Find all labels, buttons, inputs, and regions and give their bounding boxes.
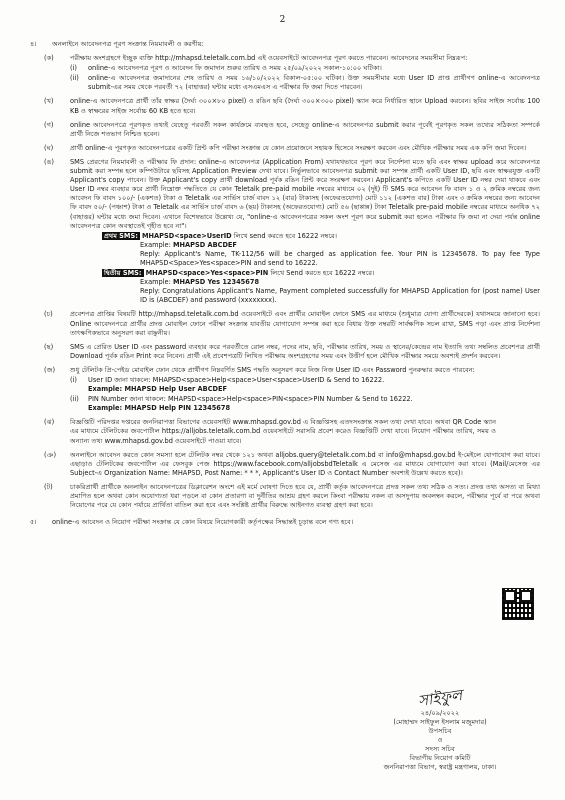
- signatory-title: উপসচিব: [428, 726, 452, 735]
- section-4: [30, 40, 540, 49]
- item-text: প্রবেশপত্র প্রাপ্তির বিষয়টি http://mhapsd.teletalk.com.bd ওয়েবসাইটে এবং প্রার্থীর মোবাইল ফোনে SMS এর মাধ্যমে (শুধুমাত্র যোগ্য প্রার্থীদেরকে) যথাসময়ে জানানো হবে। Online আবেদনপত্রে প্রার্থীর প্রদত্ত মোবাইল ফোনে পরীক্ষা সংক্রান্ত যাবতীয় যোগাযোগ সম্পন্ন করা হবে বিধায় উক্ত নম্বরটি সার্বক্ষণিক সচল রাখা, SMS পড়া এবং প্রাপ্ত নির্দেশনা তাৎক্ষণিকভাবে অনুসরণ করা বাঞ্ছনীয়।: [70, 310, 540, 337]
- signature-block: সাইফুল ২৪/০৯/২০২২ (মোহাম্মদ সাইফুল ইসলাম মজুমদার) উপসচিব ও সদস্য সচিব বিভাগীয় নিয়োগ কমিটি জননিরাপত্তা বিভাগ, স্বরাষ্ট্র মন্ত্রণালয়, ঢাকা।: [340, 688, 540, 772]
- item-text: SMS এ প্রেরিত User ID এবং password ব্যবহার করে পরবর্তীতে রোল নম্বর, পদের নাম, ছবি, পরীক্ষার তারিখ, সময় ও স্থানের/কেন্দ্রের নাম ইত্যাদি তথ্য সম্বলিত প্রবেশপত্র প্রার্থী Download পূর্বক রঙিন Print করে নিবেন। প্রার্থী এই প্রবেশপত্রটি লিখিত পরীক্ষায় অংশগ্রহণের সময় এবং উত্তীর্ণ হলে মৌখিক পরীক্ষার সময়ে অবশ্যই প্রদর্শন করবেন।: [70, 342, 540, 360]
- item-text: online আবেদনপত্রে পূরণকৃত তথ্যই যেহেতু পরবর্তী সকল কার্যক্রমে ব্যবহৃত হবে, সেহেতু online-এ আবেদনপত্র submit করার পূর্বেই পূরণকৃত সকল তথ্যের সঠিকতা সম্পর্কে প্রার্থী নিজে শতভাগ নিশ্চিত হবেন।: [70, 120, 540, 138]
- reply-2: Reply: Congratulations Applicant's Name, Payment completed successfully for MHAPSD Application for (post name) User ID is (ABCDEF) and password (xxxxxxxx).: [140, 287, 540, 305]
- item-ja: (জ) শুধু টেলিটক প্রি-পেইড মোবাইল ফোন থেকে প্রার্থীগণ নিম্নবর্ণিত SMS পদ্ধতি অনুসরণ করে নিজ নিজ User ID এবং Password পুনরুদ্ধার করতে পারবেন: (i) User ID জানা থাকলে: MHAPSD<space>Help<space>User<space>UserID & Send to 16222. Example: MHAPSD Help User ABCDEF (ii) PIN Number জানা থাকলে: MHAPSD<space>Help<space>PIN<space>PIN Number & Send to 16222. Example: MHAPSD Help PIN 12345678: [30, 366, 540, 413]
- sub-item: online-এ আবেদনপত্র জমাদানের শেষ তারিখ ও সময় ১৬/১০/২০২২ বিকাল-০৫:০০ ঘটিকা। উক্ত সময়সীমার মধ্যে User ID প্রাপ্ত প্রার্থীগণ online-এ আবেদনপত্র submit-এর সময় থেকে পরবর্তী ৭২ (বাহাত্তর) ঘন্টার মধ্যে এসএমএস এ পরীক্ষার ফি জমা দিতে পারবেন।: [88, 74, 540, 92]
- signature-date: ২৪/০৯/২০২২: [420, 708, 460, 717]
- signatory-name: (মোহাম্মদ সাইফুল ইসলাম মজুমদার): [393, 717, 487, 726]
- section-heading: অনলাইনে আবেদনপত্র পূরণ সংক্রান্ত নিয়মাবলী ও করণীয়:: [52, 40, 204, 48]
- item-text: প্রার্থী online-এ পূরণকৃত আবেদনপত্রের একটি প্রিন্ট কপি পরীক্ষা সংক্রান্ত যে কোন প্রয়োজনে সহায়ক হিসেবে সংরক্ষণ করবেন এবং মৌখিক পরীক্ষার সময় এক কপি জমা দিবেন।: [70, 143, 527, 152]
- example-2: Example: MHAPSD Yes 12345678: [140, 278, 260, 287]
- item-text: SMS প্রেরণের নিয়মাবলী ও পরীক্ষার ফি প্রদান: online-এ আবেদনপত্র (Application From) যথাযথভাবে পূরণ করে নির্দেশনা মতে ছবি এবং স্বাক্ষর upload করে আবেদনপত্র submit করা সম্পন্ন হলে কম্পিউটারে ছবিসহ Application Preview দেখা যাবে। নির্ভুলভাবে আবেদনপত্র submit করা সম্পন্ন প্রার্থী একটি User ID, ছবি এবং স্বাক্ষরযুক্ত একটি Applicant's copy পাবেন। উক্ত Applicant's copy প্রার্থী download পূর্বক রঙিন প্রিন্ট করে সংরক্ষণ করবেন। Applicant's কপিতে একটি User ID নম্বর দেয়া থাকবে এবং User ID নম্বর ব্যবহার করে প্রার্থী নিম্নোক্ত পদ্ধতিতে যে কোন Teletalk pre-paid mobile নম্বরের মাধ্যমে ০২ (দুই) টি SMS করে আবেদন ফি বাবদ ১ ও ২ ক্রমিক নম্বরের জন্য আবেদন ফি বাবদ ১০০/- (একশত) টাকা ও Teletalk এর সার্ভিস চার্জ বাবদ ১২ (বার) টাকাসহ (অফেরতযোগ্য) মোট ১১২ (একশত বার) টাকা এবং ৩ ক্রমিক নম্বরের জন্য আবেদন ফি বাবদ ৫০/- (পঞ্চাশ) টাকা ও Teletalk এর সার্ভিস চার্জ বাবদ ৬ (ছয়) টাকাসহ (অফেরতযোগ্য) মোট ৫৬ (ছাপ্পান্ন) টাকা Teletalk pre-paid mobile নম্বরের মাধ্যমে অনধিক ৭২ (বাহাত্তর) ঘন্টার মধ্যে জমা দিবেন। এখানে বিশেষভাবে উল্লেখ্য যে, "online-এ আবেদনপত্রের সকল অংশ পূরণ করে submit করা হলেও পরীক্ষার ফি জমা না দেয়া পর্যন্ত online আবেদনপত্র কোন অবস্থাতেই গৃহীত হবে না"।: [70, 157, 540, 230]
- reply-1: Reply: Applicant's Name, TK-112/56 will be charged as application fee. Your PIN is 12345678. To pay fee Type MHAPSD<Space>Yes<space>PIN and send to 16222.: [140, 249, 540, 267]
- document-body: [30, 40, 540, 527]
- page-number: 2: [279, 15, 286, 25]
- sms-1: প্রথম SMS: MHAPSD<space>UserID লিখে send করতে হবে 16222 নম্বরে।: [104, 231, 337, 240]
- sms-tag: দ্বিতীয় SMS:: [104, 269, 142, 278]
- item-cha: (চ) প্রবেশপত্র প্রাপ্তির বিষয়টি http://mhapsd.teletalk.com.bd ওয়েবসাইটে এবং প্রার্থীর মোবাইল ফোনে SMS এর মাধ্যমে (শুধুমাত্র যোগ্য প্রার্থীদেরকে) যথাসময়ে জানানো হবে। Online আবেদনপত্রে প্রার্থীর প্রদত্ত মোবাইল ফোনে পরীক্ষা সংক্রান্ত যাবতীয় যোগাযোগ সম্পন্ন করা হবে বিধায় উক্ত নম্বরটি সার্বক্ষণিক সচল রাখা, SMS পড়া এবং প্রাপ্ত নির্দেশনা তাৎক্ষণিকভাবে অনুসরণ করা বাঞ্ছনীয়।: [44, 310, 540, 337]
- item-kha: (খ) online-এ আবেদনপত্রে প্রার্থী তাঁর স্বাক্ষর (দৈর্ঘ্য ৩০০×৮০ pixel) ও রঙিন ছবি (দৈর্ঘ্য ৩০০×৩০০ pixel) স্ক্যান করে নির্ধারিত স্থানে Upload করবেন। ছবির সাইজ সর্বোচ্চ 100 KB ও স্বাক্ষরের সাইজ সর্বোচ্চ 60 KB হতে হবে।: [44, 97, 540, 115]
- section-number: ৪।: [30, 40, 37, 48]
- handwritten-signature: সাইফুল: [416, 686, 464, 710]
- item-umo: (ঙ) SMS প্রেরণের নিয়মাবলী ও পরীক্ষার ফি প্রদান: online-এ আবেদনপত্র (Application From) যথাযথভাবে পূরণ করে নির্দেশনা মতে ছবি এবং স্বাক্ষর upload করে আবেদনপত্র submit করা সম্পন্ন হলে কম্পিউটারে ছবিসহ Application Preview দেখা যাবে। নির্ভুলভাবে আবেদনপত্র submit করা সম্পন্ন প্রার্থী একটি User ID, ছবি এবং স্বাক্ষরযুক্ত একটি Applicant's copy পাবেন। উক্ত Applicant's copy প্রার্থী download পূর্বক রঙিন প্রিন্ট করে সংরক্ষণ করবেন। Applicant's কপিতে একটি User ID নম্বর দেয়া থাকবে এবং User ID নম্বর ব্যবহার করে প্রার্থী নিম্নোক্ত পদ্ধতিতে যে কোন Teletalk pre-paid mobile নম্বরের মাধ্যমে ০২ (দুই) টি SMS করে আবেদন ফি বাবদ ১ ও ২ ক্রমিক নম্বরের জন্য আবেদন ফি বাবদ ১০০/- (একশত) টাকা ও Teletalk এর সার্ভিস চার্জ বাবদ ১২ (বার) টাকাসহ (অফেরতযোগ্য) মোট ১১২ (একশত বার) টাকা এবং ৩ ক্রমিক নম্বরের জন্য আবেদন ফি বাবদ ৫০/- (পঞ্চাশ) টাকা ও Teletalk এর সার্ভিস চার্জ বাবদ ৬ (ছয়) টাকাসহ (অফেরতযোগ্য) মোট ৫৬ (ছাপ্পান্ন) টাকা Teletalk pre-paid mobile নম্বরের মাধ্যমে অনধিক ৭২ (বাহাত্তর) ঘন্টার মধ্যে জমা দিবেন। এখানে বিশেষভাবে উল্লেখ্য যে, "online-এ আবেদনপত্রের সকল অংশ পূরণ করে submit করা হলেও পরীক্ষার ফি জমা না দেয়া পর্যন্ত online আবেদনপত্র কোন অবস্থাতেই গৃহীত হবে না"।: [44, 157, 540, 230]
- office-name: জননিরাপত্তা বিভাগ, স্বরাষ্ট্র মন্ত্রণালয়, ঢাকা।: [383, 763, 497, 772]
- item-ka: (ক) পরীক্ষায় অংশগ্রহণে ইচ্ছুক ব্যক্তি http://mhapsd.teletalk.com.bd এই ওয়েবসাইটে আবেদনপত্র পূরণ করতে পারবেন। আবেদনের সময়সীমা নিম্নরূপ: (i) online-এ আবেদনপত্র পূরণ ও আবেদন ফি জমাদান শুরুর তারিখ ও সময় ২৫/০৯/২০২২ সকাল-১০:০০ ঘটিকা। (ii) online-এ আবেদনপত্র জমাদানের শেষ তারিখ ও সময় ১৬/১০/২০২২ বিকাল-০৫:০০ ঘটিকা। উক্ত সময়সীমার মধ্যে User ID প্রাপ্ত প্রার্থীগণ online-এ আবেদনপত্র submit-এর সময় থেকে পরবর্তী ৭২ (বাহাত্তর) ঘন্টার মধ্যে এসএমএস এ পরীক্ষার ফি জমা দিতে পারবেন।: [44, 54, 540, 92]
- item-nya: (ঞ) অনলাইনে আবেদন করতে কোন সমস্যা হলে টেলিটক নম্বর থেকে ১২১ অথবা alljobs.query@teletalk.com.bd বা info@mhapsd.gov.bd ই-মেইলে যোগাযোগ করা যাবে। এছাড়াও টেলিটকের জবপোর্টাল এর ফেসবুক পেজ https://www.facebook.com/alljobsbdTeletalk এ মেসেজ এর মাধ্যমে যোগাযোগ করা যাবে। (Mail/মেসেজ এর Subject-এ Organization Name: MHAPSD, Post Name: * * *, Applicant's User ID ও Contact Number অবশ্যই উল্লেখ করতে হবে)।: [44, 450, 540, 477]
- item-text: অনলাইনে আবেদন করতে কোন সমস্যা হলে টেলিটক নম্বর থেকে ১২১ অথবা alljobs.query@teletalk.com.bd বা info@mhapsd.gov.bd ই-মেইলে যোগাযোগ করা যাবে। এছাড়াও টেলিটকের জবপোর্টাল এর ফেসবুক পেজ https://www.facebook.com/alljobsbdTeletalk এ মেসেজ এর মাধ্যমে যোগাযোগ করা যাবে। (Mail/মেসেজ এর Subject-এ Organization Name: MHAPSD, Post Name: * * *, Applicant's User ID ও Contact Number অবশ্যই উল্লেখ করতে হবে)।: [70, 450, 540, 477]
- item-text: পরীক্ষায় অংশগ্রহণে ইচ্ছুক ব্যক্তি http://mhapsd.teletalk.com.bd এই ওয়েবসাইটে আবেদনপত্র পূরণ করতে পারবেন। আবেদনের সময়সীমা নিম্নরূপ:: [70, 54, 468, 63]
- item-ga: (গ) online আবেদনপত্রে পূরণকৃত তথ্যই যেহেতু পরবর্তী সকল কার্যক্রমে ব্যবহৃত হবে, সেহেতু online-এ আবেদনপত্র submit করার পূর্বেই পূরণকৃত সকল তথ্যের সঠিকতা সম্পর্কে প্রার্থী নিজে শতভাগ নিশ্চিত হবেন।: [44, 120, 540, 138]
- item-text: বিজ্ঞপ্তিটি পরিদপ্তর দপ্তরের জননিরাপত্তা বিভাগের ওয়েবসাইট www.mhapsd.gov.bd এ বিজ্ঞপ্তিসহ এতদসংক্রান্ত সকল তথ্য দেখা যাবে। অথবা QR Code স্ক্যান এর মাধ্যমে টেলিটকের জবপোর্টাল https://alljobs.teletalk.com.bd ওয়েবসাইটে সরাসরি প্রবেশ করেও বিজ্ঞপ্তিটি দেখা যাবে। নিয়োগ পরীক্ষার তারিখ, সময় ও অন্যান্য তথ্য www.mhapsd.gov.bd ওয়েবসাইটে পাওয়া যাবে।: [70, 418, 496, 445]
- item-text: শুধু টেলিটক প্রি-পেইড মোবাইল ফোন থেকে প্রার্থীগণ নিম্নবর্ণিত SMS পদ্ধতি অনুসরণ করে নিজ নিজ User ID এবং Password পুনরুদ্ধার করতে পারবেন:: [70, 365, 475, 374]
- item-text: online-এ আবেদনপত্রে প্রার্থী তাঁর স্বাক্ষর (দৈর্ঘ্য ৩০০×৮০ pixel) ও রঙিন ছবি (দৈর্ঘ্য ৩০০×৩০০ pixel) স্ক্যান করে নির্ধারিত স্থানে Upload করবেন। ছবির সাইজ সর্বোচ্চ 100 KB ও স্বাক্ষরের সাইজ সর্বোচ্চ 60 KB হতে হবে।: [70, 97, 540, 115]
- sub-item: online-এ আবেদনপত্র পূরণ ও আবেদন ফি জমাদান শুরুর তারিখ ও সময় ২৫/০৯/২০২২ সকাল-১০:০০ ঘটিকা।: [88, 64, 382, 73]
- qr-code-icon: [502, 588, 534, 620]
- sms-tag: প্রথম SMS:: [104, 231, 138, 240]
- section-5: ৫। online-এ আবেদন ও নিয়োগ পরীক্ষা সংক্রান্ত যে কোন বিষয়ে নিয়োগকারী কর্তৃপক্ষের সিদ্ধান্তই চূড়ান্ত বলে গণ্য হবে।: [30, 518, 354, 527]
- example-1: Example: MHAPSD ABCDEF: [140, 240, 237, 249]
- item-gha: (ঘ) প্রার্থী online-এ পূরণকৃত আবেদনপত্রের একটি প্রিন্ট কপি পরীক্ষা সংক্রান্ত যে কোন প্রয়োজনে সহায়ক হিসেবে সংরক্ষণ করবেন এবং মৌখিক পরীক্ষার সময় এক কপি জমা দিবেন।: [30, 144, 540, 153]
- sms-2: দ্বিতীয় SMS: MHAPSD<space>Yes<space>PIN লিখে Send করতে হবে 16222 নম্বরে।: [104, 269, 375, 278]
- committee-name: বিভাগীয় নিয়োগ কমিটি: [409, 754, 471, 763]
- item-jha: (ঝ) বিজ্ঞপ্তিটি পরিদপ্তর দপ্তরের জননিরাপত্তা বিভাগের ওয়েবসাইট www.mhapsd.gov.bd এ বিজ্ঞপ্তিসহ এতদসংক্রান্ত সকল তথ্য দেখা যাবে। অথবা QR Code স্ক্যান এর মাধ্যমে টেলিটকের জবপোর্টাল https://alljobs.teletalk.com.bd ওয়েবসাইটে সরাসরি প্রবেশ করেও বিজ্ঞপ্তিটি দেখা যাবে। নিয়োগ পরীক্ষার তারিখ, সময় ও অন্যান্য তথ্য www.mhapsd.gov.bd ওয়েবসাইটে পাওয়া যাবে।: [30, 418, 540, 445]
- item-ta: (ট) চাকরিপ্রার্থী প্রার্থীকে অনলাইন আবেদনপত্রের ডিক্লারেশন অংশে এই মর্মে ঘোষণা দিতে হবে যে, প্রার্থী কর্তৃক আবেদনপত্রে প্রদত্ত সকল তথ্য সঠিক ও সত্য। প্রদত্ত তথ্য অসত্য বা মিথ্যা প্রমাণিত হলে অথবা কোন অযোগ্যতা ধরা পড়লে বা কোন প্রতারণা বা দুর্নীতির আশ্রয় গ্রহণ করলে কিংবা পরীক্ষায় নকল বা অসদুপায় অবলম্বন করলে, পরীক্ষার পূর্বে বা পরে অথবা নিয়োগের পরে যে কোন পর্যায়ে প্রার্থিতা বাতিল করা হবে এবং সংশ্লিষ্ট প্রার্থীর বিরুদ্ধে আইনগত ব্যবস্থা গ্রহণ করা হবে।: [44, 482, 540, 510]
- item-chha: (ছ) SMS এ প্রেরিত User ID এবং password ব্যবহার করে পরবর্তীতে রোল নম্বর, পদের নাম, ছবি, পরীক্ষার তারিখ, সময় ও স্থানের/কেন্দ্রের নাম ইত্যাদি তথ্য সম্বলিত প্রবেশপত্র প্রার্থী Download পূর্বক রঙিন Print করে নিবেন। প্রার্থী এই প্রবেশপত্রটি লিখিত পরীক্ষায় অংশগ্রহণের সময় এবং উত্তীর্ণ হলে মৌখিক পরীক্ষার সময়ে অবশ্যই প্রদর্শন করবেন।: [44, 342, 540, 360]
- item-text: চাকরিপ্রার্থী প্রার্থীকে অনলাইন আবেদনপত্রের ডিক্লারেশন অংশে এই মর্মে ঘোষণা দিতে হবে যে, প্রার্থী কর্তৃক আবেদনপত্রে প্রদত্ত সকল তথ্য সঠিক ও সত্য। প্রদত্ত তথ্য অসত্য বা মিথ্যা প্রমাণিত হলে অথবা কোন অযোগ্যতা ধরা পড়লে বা কোন প্রতারণা বা দুর্নীতির আশ্রয় গ্রহণ করলে কিংবা পরীক্ষায় নকল বা অসদুপায় অবলম্বন করলে, পরীক্ষার পূর্বে বা পরে অথবা নিয়োগের পরে যে কোন পর্যায়ে প্রার্থিতা বাতিল করা হবে এবং সংশ্লিষ্ট প্রার্থীর বিরুদ্ধে আইনগত ব্যবস্থা গ্রহণ করা হবে।: [70, 482, 540, 510]
- signatory-role: সদস্য সচিব: [425, 745, 455, 754]
